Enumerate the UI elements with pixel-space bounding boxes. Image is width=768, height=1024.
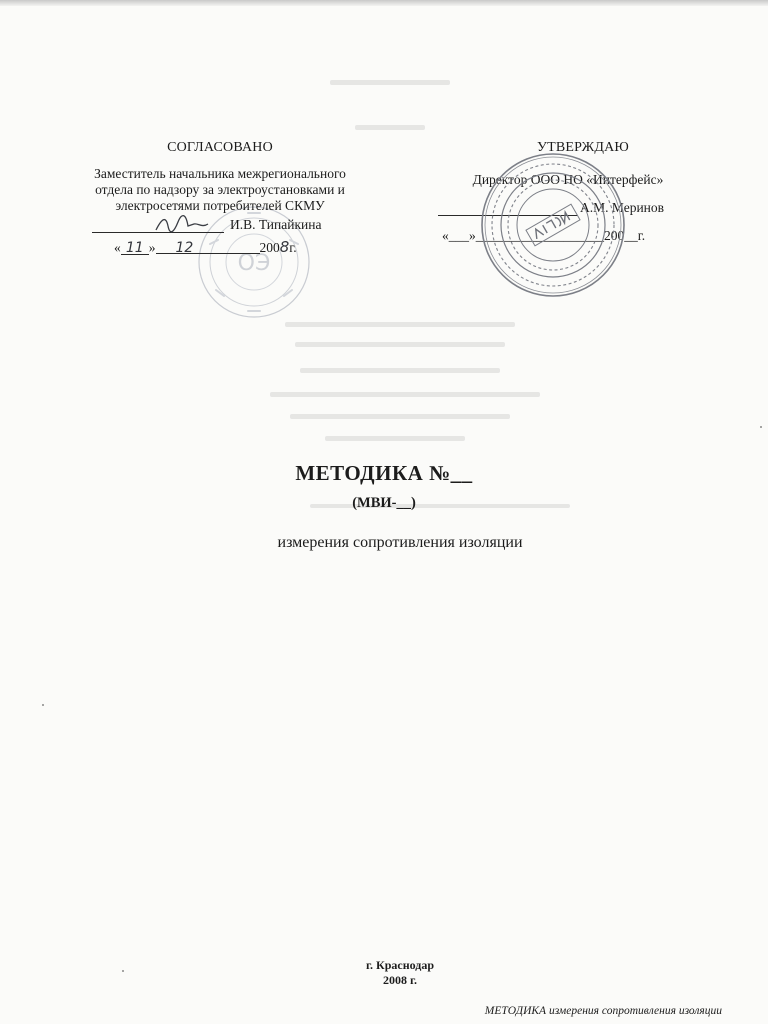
running-footer: МЕТОДИКА измерения сопротивления изоляции	[484, 1005, 722, 1017]
approved-signatory-name: А.М. Меринов	[580, 200, 665, 215]
document-title: МЕТОДИКА №__	[295, 461, 473, 485]
date-month: ___________________	[475, 228, 604, 243]
document-subtitle: (МВИ-__)	[352, 495, 416, 511]
document-description: измерения сопротивления изоляции	[277, 534, 523, 551]
agreed-date	[70, 239, 370, 261]
date-year-suffix: г.	[289, 240, 297, 255]
agreed-position-line: Заместитель начальника межрегионального	[94, 166, 346, 181]
approved-heading: УТВЕРЖДАЮ	[536, 140, 630, 155]
scan-speck	[42, 704, 44, 706]
place-year: 2008 г.	[382, 973, 418, 987]
place-city: г. Краснодар	[365, 958, 435, 972]
date-close-quote: »	[148, 240, 156, 255]
svg-text:ОЭ: ОЭ	[237, 251, 271, 276]
date-day: ___	[448, 228, 469, 243]
handwritten-signature	[152, 212, 212, 236]
approved-position: Директор ООО НО «Интерфейс»	[472, 172, 664, 187]
date-year-prefix: 200	[259, 240, 280, 255]
agreed-position-line: отдела по надзору за электроустановками и	[95, 182, 345, 197]
date-day: 11	[121, 240, 149, 255]
date-year: 200__г.	[604, 228, 646, 243]
place-and-year	[0, 958, 768, 988]
date-open-quote: «	[442, 228, 449, 243]
agreed-signatory-name: И.В. Типайкина	[230, 217, 322, 232]
date-close-quote: »	[469, 228, 476, 243]
company-seal-stamp	[475, 150, 628, 300]
date-year-digit: 8	[279, 238, 290, 256]
scan-speck	[760, 426, 762, 428]
agreed-heading: СОГЛАСОВАНО	[167, 140, 273, 155]
scan-edge	[0, 0, 768, 6]
date-open-quote: «	[114, 240, 121, 255]
agreed-position-line: электросетями потребителей СКМУ	[115, 198, 325, 213]
agreed-position	[70, 166, 370, 214]
date-month: 12	[156, 240, 260, 254]
agreed-signature-row	[70, 216, 370, 236]
approval-block-agreed	[70, 140, 370, 261]
